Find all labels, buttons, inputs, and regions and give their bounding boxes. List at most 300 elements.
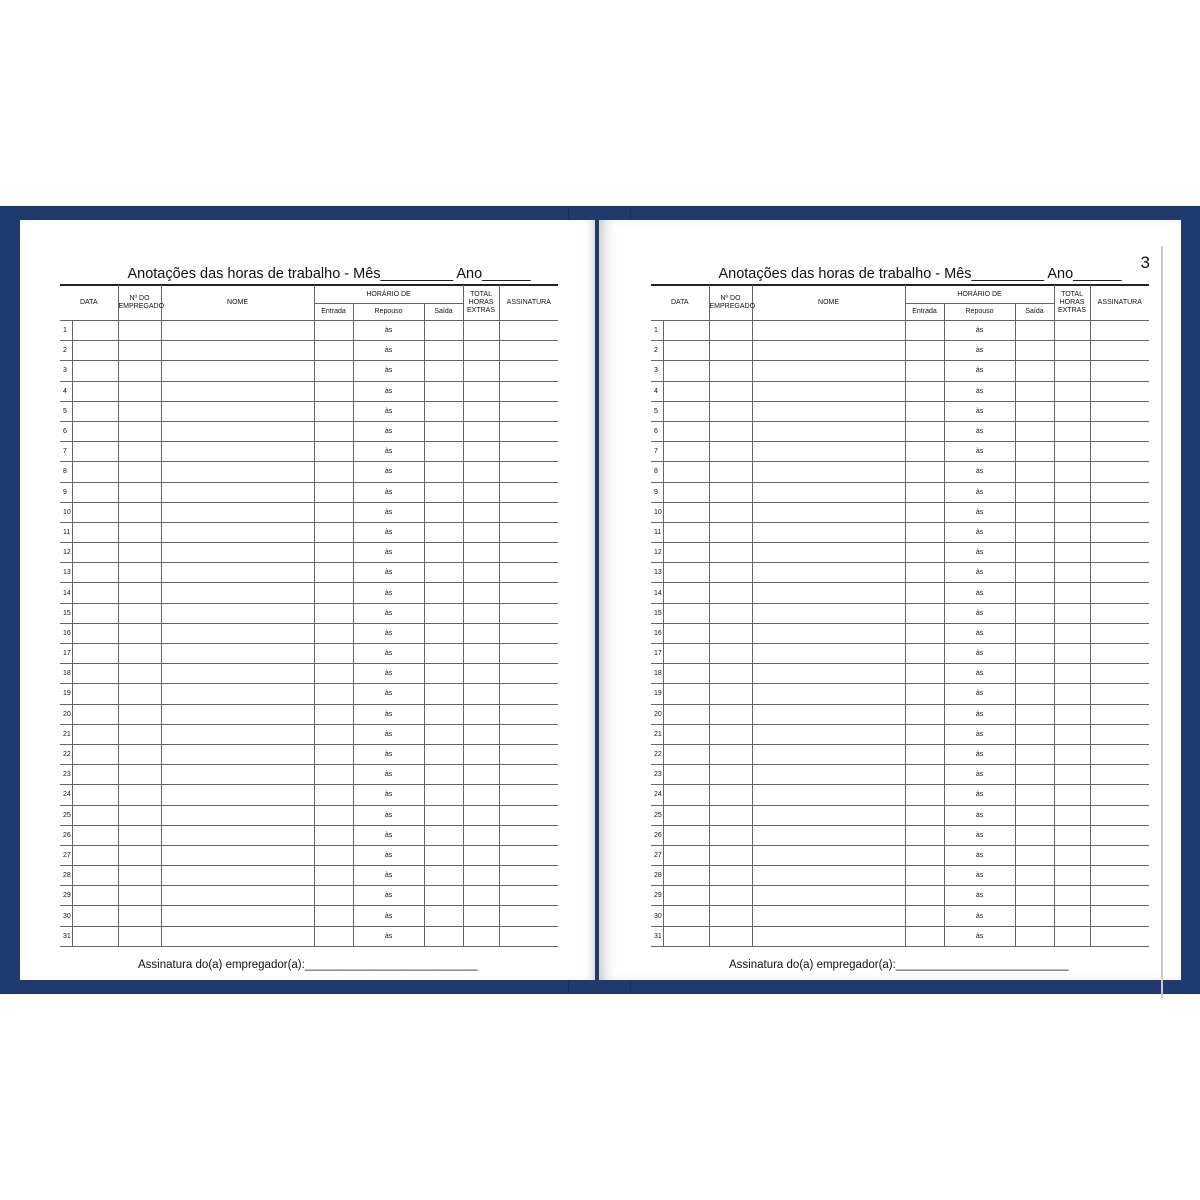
overtime-cell[interactable]: [463, 401, 499, 421]
exit-cell[interactable]: [424, 543, 463, 563]
exit-cell[interactable]: [1015, 785, 1054, 805]
exit-cell[interactable]: [424, 341, 463, 361]
date-cell[interactable]: [72, 603, 118, 623]
date-cell[interactable]: [72, 805, 118, 825]
overtime-cell[interactable]: [1054, 866, 1090, 886]
signature-cell[interactable]: [499, 401, 558, 421]
date-cell[interactable]: [72, 845, 118, 865]
employee-number-cell[interactable]: [709, 583, 752, 603]
signature-cell[interactable]: [499, 502, 558, 522]
name-cell[interactable]: [752, 522, 905, 542]
date-cell[interactable]: [72, 644, 118, 664]
signature-cell[interactable]: [1090, 704, 1149, 724]
date-cell[interactable]: [663, 401, 709, 421]
signature-cell[interactable]: [499, 421, 558, 441]
exit-cell[interactable]: [1015, 704, 1054, 724]
employee-number-cell[interactable]: [709, 886, 752, 906]
date-cell[interactable]: [663, 341, 709, 361]
date-cell[interactable]: [663, 906, 709, 926]
signature-cell[interactable]: [1090, 765, 1149, 785]
exit-cell[interactable]: [1015, 744, 1054, 764]
employee-number-cell[interactable]: [709, 421, 752, 441]
employee-number-cell[interactable]: [709, 543, 752, 563]
name-cell[interactable]: [752, 744, 905, 764]
employee-number-cell[interactable]: [118, 805, 161, 825]
employee-number-cell[interactable]: [709, 442, 752, 462]
entry-cell[interactable]: [905, 906, 944, 926]
date-cell[interactable]: [663, 785, 709, 805]
signature-cell[interactable]: [499, 583, 558, 603]
name-cell[interactable]: [752, 886, 905, 906]
name-cell[interactable]: [752, 442, 905, 462]
signature-cell[interactable]: [1090, 886, 1149, 906]
signature-cell[interactable]: [1090, 926, 1149, 946]
name-cell[interactable]: [752, 724, 905, 744]
signature-cell[interactable]: [1090, 744, 1149, 764]
date-cell[interactable]: [72, 684, 118, 704]
entry-cell[interactable]: [905, 845, 944, 865]
exit-cell[interactable]: [1015, 724, 1054, 744]
signature-cell[interactable]: [499, 724, 558, 744]
exit-cell[interactable]: [424, 845, 463, 865]
date-cell[interactable]: [72, 361, 118, 381]
exit-cell[interactable]: [1015, 623, 1054, 643]
name-cell[interactable]: [752, 845, 905, 865]
signature-cell[interactable]: [1090, 603, 1149, 623]
name-cell[interactable]: [161, 421, 314, 441]
overtime-cell[interactable]: [1054, 321, 1090, 341]
entry-cell[interactable]: [905, 421, 944, 441]
entry-cell[interactable]: [314, 845, 353, 865]
entry-cell[interactable]: [314, 825, 353, 845]
date-cell[interactable]: [72, 482, 118, 502]
entry-cell[interactable]: [905, 684, 944, 704]
entry-cell[interactable]: [314, 482, 353, 502]
exit-cell[interactable]: [424, 825, 463, 845]
employee-number-cell[interactable]: [118, 421, 161, 441]
name-cell[interactable]: [161, 744, 314, 764]
overtime-cell[interactable]: [463, 684, 499, 704]
overtime-cell[interactable]: [463, 724, 499, 744]
employee-number-cell[interactable]: [118, 502, 161, 522]
date-cell[interactable]: [663, 926, 709, 946]
name-cell[interactable]: [752, 825, 905, 845]
exit-cell[interactable]: [424, 361, 463, 381]
employee-number-cell[interactable]: [118, 341, 161, 361]
entry-cell[interactable]: [905, 401, 944, 421]
exit-cell[interactable]: [424, 765, 463, 785]
entry-cell[interactable]: [905, 341, 944, 361]
exit-cell[interactable]: [1015, 866, 1054, 886]
entry-cell[interactable]: [905, 543, 944, 563]
date-cell[interactable]: [663, 462, 709, 482]
entry-cell[interactable]: [314, 684, 353, 704]
employee-number-cell[interactable]: [118, 906, 161, 926]
employee-number-cell[interactable]: [709, 502, 752, 522]
entry-cell[interactable]: [905, 462, 944, 482]
date-cell[interactable]: [663, 482, 709, 502]
employee-number-cell[interactable]: [709, 744, 752, 764]
date-cell[interactable]: [663, 522, 709, 542]
date-cell[interactable]: [72, 886, 118, 906]
signature-cell[interactable]: [1090, 502, 1149, 522]
signature-cell[interactable]: [499, 482, 558, 502]
exit-cell[interactable]: [1015, 926, 1054, 946]
entry-cell[interactable]: [314, 644, 353, 664]
signature-cell[interactable]: [499, 563, 558, 583]
name-cell[interactable]: [161, 502, 314, 522]
name-cell[interactable]: [161, 805, 314, 825]
exit-cell[interactable]: [1015, 502, 1054, 522]
employee-number-cell[interactable]: [709, 401, 752, 421]
date-cell[interactable]: [72, 765, 118, 785]
exit-cell[interactable]: [424, 805, 463, 825]
entry-cell[interactable]: [905, 442, 944, 462]
name-cell[interactable]: [161, 462, 314, 482]
date-cell[interactable]: [663, 744, 709, 764]
date-cell[interactable]: [72, 906, 118, 926]
overtime-cell[interactable]: [463, 623, 499, 643]
employee-number-cell[interactable]: [709, 926, 752, 946]
name-cell[interactable]: [161, 684, 314, 704]
entry-cell[interactable]: [905, 805, 944, 825]
employee-number-cell[interactable]: [709, 704, 752, 724]
entry-cell[interactable]: [314, 603, 353, 623]
overtime-cell[interactable]: [463, 421, 499, 441]
name-cell[interactable]: [161, 664, 314, 684]
name-cell[interactable]: [752, 765, 905, 785]
date-cell[interactable]: [72, 442, 118, 462]
signature-cell[interactable]: [499, 785, 558, 805]
exit-cell[interactable]: [424, 462, 463, 482]
entry-cell[interactable]: [314, 522, 353, 542]
overtime-cell[interactable]: [1054, 845, 1090, 865]
name-cell[interactable]: [161, 603, 314, 623]
date-cell[interactable]: [663, 644, 709, 664]
employee-number-cell[interactable]: [118, 886, 161, 906]
name-cell[interactable]: [161, 401, 314, 421]
signature-cell[interactable]: [499, 462, 558, 482]
employee-number-cell[interactable]: [709, 785, 752, 805]
date-cell[interactable]: [72, 664, 118, 684]
employee-number-cell[interactable]: [709, 603, 752, 623]
entry-cell[interactable]: [905, 381, 944, 401]
entry-cell[interactable]: [905, 563, 944, 583]
date-cell[interactable]: [72, 926, 118, 946]
signature-cell[interactable]: [499, 704, 558, 724]
entry-cell[interactable]: [905, 664, 944, 684]
entry-cell[interactable]: [314, 341, 353, 361]
signature-cell[interactable]: [499, 684, 558, 704]
exit-cell[interactable]: [1015, 684, 1054, 704]
employee-number-cell[interactable]: [118, 684, 161, 704]
exit-cell[interactable]: [424, 623, 463, 643]
name-cell[interactable]: [752, 502, 905, 522]
name-cell[interactable]: [161, 724, 314, 744]
signature-cell[interactable]: [1090, 341, 1149, 361]
signature-cell[interactable]: [1090, 482, 1149, 502]
exit-cell[interactable]: [1015, 401, 1054, 421]
signature-cell[interactable]: [1090, 906, 1149, 926]
exit-cell[interactable]: [1015, 583, 1054, 603]
signature-cell[interactable]: [1090, 866, 1149, 886]
overtime-cell[interactable]: [1054, 421, 1090, 441]
name-cell[interactable]: [161, 785, 314, 805]
employee-number-cell[interactable]: [118, 543, 161, 563]
exit-cell[interactable]: [424, 926, 463, 946]
signature-cell[interactable]: [499, 765, 558, 785]
name-cell[interactable]: [161, 825, 314, 845]
exit-cell[interactable]: [1015, 482, 1054, 502]
exit-cell[interactable]: [424, 502, 463, 522]
date-cell[interactable]: [72, 321, 118, 341]
date-cell[interactable]: [72, 724, 118, 744]
overtime-cell[interactable]: [463, 563, 499, 583]
name-cell[interactable]: [161, 442, 314, 462]
date-cell[interactable]: [663, 381, 709, 401]
overtime-cell[interactable]: [463, 805, 499, 825]
name-cell[interactable]: [752, 583, 905, 603]
overtime-cell[interactable]: [463, 825, 499, 845]
employee-number-cell[interactable]: [118, 482, 161, 502]
employee-number-cell[interactable]: [118, 926, 161, 946]
employee-number-cell[interactable]: [118, 623, 161, 643]
exit-cell[interactable]: [424, 603, 463, 623]
employee-number-cell[interactable]: [118, 724, 161, 744]
date-cell[interactable]: [72, 825, 118, 845]
overtime-cell[interactable]: [463, 704, 499, 724]
signature-cell[interactable]: [1090, 442, 1149, 462]
overtime-cell[interactable]: [1054, 765, 1090, 785]
signature-cell[interactable]: [499, 543, 558, 563]
entry-cell[interactable]: [314, 543, 353, 563]
entry-cell[interactable]: [905, 321, 944, 341]
entry-cell[interactable]: [905, 926, 944, 946]
exit-cell[interactable]: [1015, 381, 1054, 401]
overtime-cell[interactable]: [463, 644, 499, 664]
employee-number-cell[interactable]: [709, 321, 752, 341]
employee-number-cell[interactable]: [118, 361, 161, 381]
overtime-cell[interactable]: [463, 583, 499, 603]
date-cell[interactable]: [72, 623, 118, 643]
date-cell[interactable]: [663, 866, 709, 886]
exit-cell[interactable]: [1015, 805, 1054, 825]
employee-number-cell[interactable]: [709, 866, 752, 886]
name-cell[interactable]: [752, 866, 905, 886]
employee-number-cell[interactable]: [709, 805, 752, 825]
overtime-cell[interactable]: [463, 664, 499, 684]
name-cell[interactable]: [161, 361, 314, 381]
overtime-cell[interactable]: [463, 543, 499, 563]
employee-number-cell[interactable]: [709, 563, 752, 583]
exit-cell[interactable]: [1015, 341, 1054, 361]
exit-cell[interactable]: [1015, 603, 1054, 623]
employee-number-cell[interactable]: [709, 664, 752, 684]
overtime-cell[interactable]: [1054, 704, 1090, 724]
overtime-cell[interactable]: [1054, 644, 1090, 664]
date-cell[interactable]: [663, 886, 709, 906]
name-cell[interactable]: [161, 765, 314, 785]
employee-number-cell[interactable]: [118, 442, 161, 462]
entry-cell[interactable]: [905, 361, 944, 381]
date-cell[interactable]: [72, 704, 118, 724]
exit-cell[interactable]: [424, 785, 463, 805]
entry-cell[interactable]: [314, 502, 353, 522]
name-cell[interactable]: [161, 543, 314, 563]
date-cell[interactable]: [72, 341, 118, 361]
name-cell[interactable]: [752, 341, 905, 361]
employee-number-cell[interactable]: [709, 825, 752, 845]
entry-cell[interactable]: [314, 563, 353, 583]
date-cell[interactable]: [72, 502, 118, 522]
name-cell[interactable]: [752, 704, 905, 724]
entry-cell[interactable]: [314, 805, 353, 825]
employee-number-cell[interactable]: [709, 482, 752, 502]
overtime-cell[interactable]: [463, 603, 499, 623]
date-cell[interactable]: [72, 381, 118, 401]
name-cell[interactable]: [752, 603, 905, 623]
employee-number-cell[interactable]: [709, 623, 752, 643]
overtime-cell[interactable]: [1054, 684, 1090, 704]
exit-cell[interactable]: [424, 744, 463, 764]
date-cell[interactable]: [72, 421, 118, 441]
overtime-cell[interactable]: [1054, 623, 1090, 643]
employee-number-cell[interactable]: [118, 522, 161, 542]
entry-cell[interactable]: [314, 664, 353, 684]
employee-number-cell[interactable]: [118, 583, 161, 603]
entry-cell[interactable]: [314, 381, 353, 401]
overtime-cell[interactable]: [1054, 744, 1090, 764]
name-cell[interactable]: [161, 926, 314, 946]
exit-cell[interactable]: [424, 886, 463, 906]
entry-cell[interactable]: [314, 906, 353, 926]
date-cell[interactable]: [663, 583, 709, 603]
name-cell[interactable]: [161, 563, 314, 583]
date-cell[interactable]: [72, 543, 118, 563]
employee-number-cell[interactable]: [118, 744, 161, 764]
overtime-cell[interactable]: [463, 502, 499, 522]
name-cell[interactable]: [752, 785, 905, 805]
name-cell[interactable]: [161, 341, 314, 361]
name-cell[interactable]: [752, 906, 905, 926]
name-cell[interactable]: [161, 866, 314, 886]
signature-cell[interactable]: [499, 442, 558, 462]
name-cell[interactable]: [752, 401, 905, 421]
entry-cell[interactable]: [905, 583, 944, 603]
exit-cell[interactable]: [1015, 522, 1054, 542]
signature-cell[interactable]: [499, 866, 558, 886]
overtime-cell[interactable]: [1054, 522, 1090, 542]
entry-cell[interactable]: [314, 785, 353, 805]
date-cell[interactable]: [663, 502, 709, 522]
overtime-cell[interactable]: [1054, 603, 1090, 623]
signature-cell[interactable]: [1090, 664, 1149, 684]
date-cell[interactable]: [72, 785, 118, 805]
date-cell[interactable]: [663, 825, 709, 845]
entry-cell[interactable]: [314, 744, 353, 764]
name-cell[interactable]: [161, 522, 314, 542]
overtime-cell[interactable]: [463, 361, 499, 381]
exit-cell[interactable]: [424, 421, 463, 441]
name-cell[interactable]: [161, 482, 314, 502]
signature-cell[interactable]: [1090, 644, 1149, 664]
signature-cell[interactable]: [1090, 623, 1149, 643]
exit-cell[interactable]: [1015, 421, 1054, 441]
entry-cell[interactable]: [314, 442, 353, 462]
employee-number-cell[interactable]: [709, 644, 752, 664]
exit-cell[interactable]: [424, 724, 463, 744]
entry-cell[interactable]: [905, 866, 944, 886]
name-cell[interactable]: [161, 623, 314, 643]
overtime-cell[interactable]: [463, 765, 499, 785]
exit-cell[interactable]: [424, 644, 463, 664]
signature-cell[interactable]: [1090, 805, 1149, 825]
name-cell[interactable]: [161, 644, 314, 664]
entry-cell[interactable]: [905, 502, 944, 522]
employee-number-cell[interactable]: [118, 664, 161, 684]
signature-cell[interactable]: [499, 906, 558, 926]
name-cell[interactable]: [752, 462, 905, 482]
entry-cell[interactable]: [314, 421, 353, 441]
signature-cell[interactable]: [499, 522, 558, 542]
signature-cell[interactable]: [1090, 845, 1149, 865]
overtime-cell[interactable]: [1054, 482, 1090, 502]
exit-cell[interactable]: [424, 684, 463, 704]
overtime-cell[interactable]: [463, 482, 499, 502]
employee-number-cell[interactable]: [118, 825, 161, 845]
exit-cell[interactable]: [424, 866, 463, 886]
signature-cell[interactable]: [1090, 684, 1149, 704]
overtime-cell[interactable]: [1054, 805, 1090, 825]
signature-cell[interactable]: [1090, 825, 1149, 845]
signature-cell[interactable]: [499, 664, 558, 684]
employee-number-cell[interactable]: [118, 765, 161, 785]
entry-cell[interactable]: [314, 583, 353, 603]
exit-cell[interactable]: [424, 321, 463, 341]
exit-cell[interactable]: [424, 401, 463, 421]
entry-cell[interactable]: [314, 462, 353, 482]
exit-cell[interactable]: [1015, 765, 1054, 785]
employee-number-cell[interactable]: [118, 845, 161, 865]
date-cell[interactable]: [663, 765, 709, 785]
entry-cell[interactable]: [905, 785, 944, 805]
employee-number-cell[interactable]: [118, 644, 161, 664]
employee-number-cell[interactable]: [118, 381, 161, 401]
overtime-cell[interactable]: [463, 845, 499, 865]
exit-cell[interactable]: [1015, 321, 1054, 341]
overtime-cell[interactable]: [463, 381, 499, 401]
entry-cell[interactable]: [314, 886, 353, 906]
entry-cell[interactable]: [314, 704, 353, 724]
entry-cell[interactable]: [314, 401, 353, 421]
entry-cell[interactable]: [905, 825, 944, 845]
employee-number-cell[interactable]: [709, 361, 752, 381]
signature-cell[interactable]: [1090, 321, 1149, 341]
overtime-cell[interactable]: [1054, 825, 1090, 845]
date-cell[interactable]: [663, 623, 709, 643]
signature-cell[interactable]: [499, 886, 558, 906]
overtime-cell[interactable]: [1054, 906, 1090, 926]
signature-cell[interactable]: [499, 381, 558, 401]
overtime-cell[interactable]: [1054, 926, 1090, 946]
entry-cell[interactable]: [905, 765, 944, 785]
employee-number-cell[interactable]: [118, 785, 161, 805]
entry-cell[interactable]: [314, 724, 353, 744]
signature-cell[interactable]: [499, 603, 558, 623]
name-cell[interactable]: [752, 543, 905, 563]
name-cell[interactable]: [161, 321, 314, 341]
date-cell[interactable]: [72, 583, 118, 603]
